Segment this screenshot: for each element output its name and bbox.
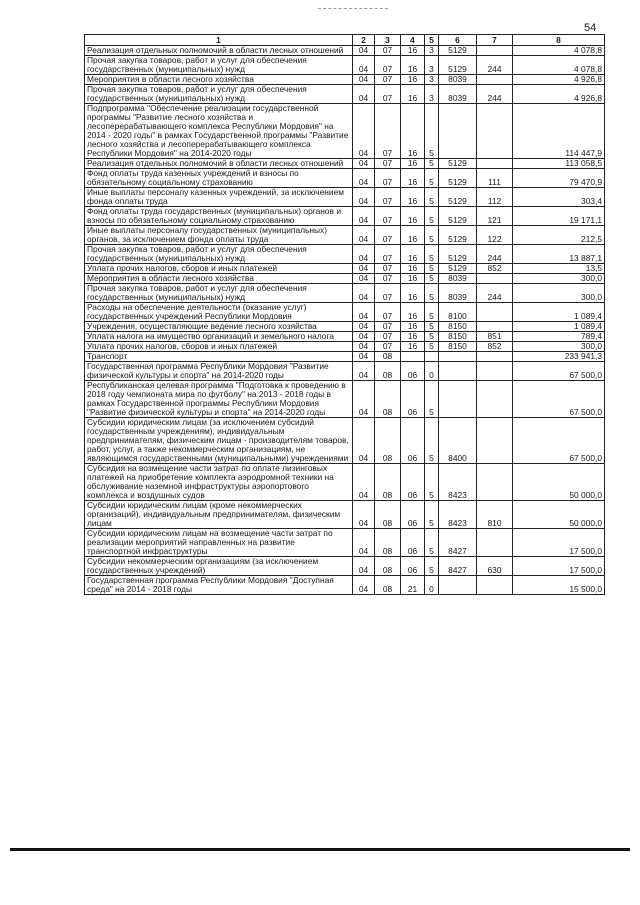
expense-type-cell: 244 [477,85,513,104]
amount-cell: 303,4 [513,188,605,207]
article-cell [439,104,477,159]
subsection-cell: 08 [375,362,401,381]
row-name-cell: Уплата прочих налогов, сборов и иных платежей [85,264,353,274]
program-cell: 16 [401,56,425,75]
amount-cell: 789,4 [513,332,605,342]
bottom-rule [10,848,630,851]
subsection-cell: 07 [375,322,401,332]
subprogram-cell: 5 [425,226,439,245]
amount-cell: 4 926,8 [513,75,605,85]
subsection-cell: 07 [375,332,401,342]
table-row [85,264,605,274]
section-cell: 04 [353,332,375,342]
section-cell: 04 [353,169,375,188]
column-header: 5 [425,35,439,46]
expense-type-cell: 244 [477,284,513,303]
row-name-cell: Уплата прочих налогов, сборов и иных платежей [85,342,353,352]
section-cell: 04 [353,529,375,557]
subprogram-cell: 5 [425,264,439,274]
subprogram-cell: 0 [425,576,439,595]
expense-type-cell [477,418,513,464]
article-cell [439,576,477,595]
row-name-cell: Государственная программа Республики Мордовия "Доступная среда" на 2014 - 2018 годы [85,576,353,595]
expense-type-cell [477,322,513,332]
subsection-cell: 08 [375,557,401,576]
program-cell: 16 [401,303,425,322]
row-name-cell: Фонд оплаты труда казенных учреждений и взносы по обязательному социальному страхованию [85,169,353,188]
row-name-cell: Уплата налога на имущество организаций и земельного налога [85,332,353,342]
column-header: 8 [513,35,605,46]
row-name-cell: Мероприятия в области лесного хозяйства [85,75,353,85]
program-cell: 16 [401,264,425,274]
article-cell: 5129 [439,56,477,75]
article-cell: 8039 [439,284,477,303]
row-name-cell: Субсидии юридическим лицам на возмещение части затрат по реализации мероприятий направленных на развитие транспортной инфраструктуры [85,529,353,557]
subprogram-cell [425,352,439,362]
subprogram-cell: 3 [425,46,439,56]
amount-cell: 67 500,0 [513,418,605,464]
amount-cell: 15 500,0 [513,576,605,595]
subsection-cell: 08 [375,501,401,529]
budget-table [84,34,605,595]
subprogram-cell: 5 [425,464,439,501]
section-cell: 04 [353,303,375,322]
article-cell: 8423 [439,464,477,501]
subprogram-cell: 5 [425,529,439,557]
table-row [85,362,605,381]
table-row [85,381,605,418]
row-name-cell: Расходы на обеспечение деятельности (оказание услуг) государственных учреждений Республики Мордовия [85,303,353,322]
article-cell: 8427 [439,529,477,557]
subprogram-cell: 5 [425,245,439,264]
article-cell: 8039 [439,85,477,104]
column-header: 4 [401,35,425,46]
subsection-cell: 07 [375,274,401,284]
amount-cell: 114 447,9 [513,104,605,159]
expense-type-cell [477,529,513,557]
amount-cell: 19 171,1 [513,207,605,226]
row-name-cell: Фонд оплаты труда государственных (муниципальных) органов и взносы по обязательному социальному страхованию [85,207,353,226]
section-cell: 04 [353,226,375,245]
subprogram-cell: 5 [425,342,439,352]
subprogram-cell: 3 [425,85,439,104]
subsection-cell: 08 [375,529,401,557]
subsection-cell: 07 [375,46,401,56]
section-cell: 04 [353,104,375,159]
table-row [85,188,605,207]
amount-cell: 17 500,0 [513,529,605,557]
subprogram-cell: 5 [425,274,439,284]
table-row [85,85,605,104]
subsection-cell: 07 [375,75,401,85]
program-cell: 16 [401,159,425,169]
program-cell: 06 [401,418,425,464]
expense-type-cell: 111 [477,169,513,188]
row-name-cell: Прочая закупка товаров, работ и услуг для обеспечения государственных (муниципальных) нужд [85,284,353,303]
article-cell [439,362,477,381]
program-cell: 16 [401,322,425,332]
subprogram-cell: 0 [425,362,439,381]
program-cell: 06 [401,557,425,576]
table-body [85,46,605,595]
scan-artifact [318,8,388,10]
amount-cell: 13,5 [513,264,605,274]
subsection-cell: 07 [375,245,401,264]
subsection-cell: 07 [375,264,401,274]
table-row [85,576,605,595]
expense-type-cell [477,104,513,159]
row-name-cell: Транспорт [85,352,353,362]
article-cell: 8427 [439,557,477,576]
table-header-row [85,35,605,46]
subsection-cell: 08 [375,576,401,595]
subsection-cell: 08 [375,418,401,464]
section-cell: 04 [353,75,375,85]
amount-cell: 300,0 [513,284,605,303]
table-row [85,245,605,264]
subprogram-cell: 5 [425,104,439,159]
table-row [85,529,605,557]
article-cell [439,352,477,362]
program-cell: 16 [401,284,425,303]
subprogram-cell: 5 [425,322,439,332]
expense-type-cell: 122 [477,226,513,245]
program-cell: 06 [401,464,425,501]
amount-cell: 212,5 [513,226,605,245]
page-number: 54 [584,22,597,34]
expense-type-cell: 810 [477,501,513,529]
table-row [85,56,605,75]
section-cell: 04 [353,56,375,75]
table-row [85,352,605,362]
program-cell: 16 [401,226,425,245]
row-name-cell: Учреждения, осуществляющие ведение лесного хозяйства [85,322,353,332]
table-row [85,159,605,169]
subprogram-cell: 3 [425,75,439,85]
amount-cell: 233 941,3 [513,352,605,362]
row-name-cell: Субсидии юридическим лицам (за исключением субсидий государственным учреждениям), индивидуальным предпринимателям, физическим лицам - производителям товаров, работ, услуг, а также некоммерческим организациям, не являющимся государственными (муниципальными) учреждениями [85,418,353,464]
program-cell: 16 [401,274,425,284]
article-cell: 8423 [439,501,477,529]
article-cell: 5129 [439,226,477,245]
section-cell: 04 [353,322,375,332]
program-cell: 16 [401,46,425,56]
section-cell: 04 [353,576,375,595]
subsection-cell: 07 [375,159,401,169]
expense-type-cell: 630 [477,557,513,576]
program-cell: 16 [401,188,425,207]
row-name-cell: Иные выплаты персоналу государственных (муниципальных) органов, за исключением фонда оплаты труда [85,226,353,245]
expense-type-cell: 852 [477,342,513,352]
subprogram-cell: 5 [425,169,439,188]
section-cell: 04 [353,46,375,56]
subprogram-cell: 5 [425,284,439,303]
program-cell [401,352,425,362]
article-cell: 8039 [439,75,477,85]
subsection-cell: 07 [375,56,401,75]
amount-cell: 79 470,9 [513,169,605,188]
program-cell: 16 [401,85,425,104]
subprogram-cell: 5 [425,418,439,464]
amount-cell: 67 500,0 [513,381,605,418]
expense-type-cell [477,303,513,322]
subprogram-cell: 5 [425,332,439,342]
expense-type-cell [477,274,513,284]
amount-cell: 17 500,0 [513,557,605,576]
article-cell: 5129 [439,169,477,188]
section-cell: 04 [353,85,375,104]
program-cell: 16 [401,169,425,188]
program-cell: 16 [401,332,425,342]
expense-type-cell: 244 [477,245,513,264]
section-cell: 04 [353,207,375,226]
subprogram-cell: 5 [425,557,439,576]
row-name-cell: Республиканская целевая программа "Подготовка к проведению в 2018 году чемпионата мира по футболу" на 2013 - 2018 годы в рамках Государственной программы Республики Мордовия "Развитие физической культуры и спорта" на 2014-2020 годы [85,381,353,418]
table-row [85,322,605,332]
article-cell: 5129 [439,188,477,207]
section-cell: 04 [353,464,375,501]
section-cell: 04 [353,342,375,352]
article-cell: 5129 [439,245,477,264]
program-cell: 16 [401,104,425,159]
table-row [85,557,605,576]
subprogram-cell: 5 [425,501,439,529]
amount-cell: 1 089,4 [513,303,605,322]
subsection-cell: 08 [375,464,401,501]
section-cell: 04 [353,381,375,418]
table-row [85,284,605,303]
expense-type-cell: 121 [477,207,513,226]
article-cell: 5129 [439,46,477,56]
table-row [85,303,605,322]
subsection-cell: 07 [375,342,401,352]
row-name-cell: Прочая закупка товаров, работ и услуг для обеспечения государственных (муниципальных) нужд [85,85,353,104]
row-name-cell: Реализация отдельных полномочий в области лесных отношений [85,46,353,56]
expense-type-cell [477,46,513,56]
section-cell: 04 [353,264,375,274]
article-cell [439,381,477,418]
program-cell: 16 [401,245,425,264]
article-cell: 8100 [439,303,477,322]
section-cell: 04 [353,557,375,576]
subsection-cell: 07 [375,85,401,104]
program-cell: 16 [401,342,425,352]
row-name-cell: Субсидии некоммерческим организациям (за исключением государственных учреждений) [85,557,353,576]
article-cell: 5129 [439,159,477,169]
article-cell: 8400 [439,418,477,464]
section-cell: 04 [353,245,375,264]
amount-cell: 4 078,8 [513,46,605,56]
amount-cell: 13 887,1 [513,245,605,264]
article-cell: 8150 [439,322,477,332]
subsection-cell: 07 [375,284,401,303]
row-name-cell: Субсидия на возмещение части затрат по оплате лизинговых платежей на приобретение комплекта аэродромной техники на обслуживание наземной инфраструктуры аэропортового комплекса и воздушных судов [85,464,353,501]
amount-cell: 50 000,0 [513,501,605,529]
table-row [85,464,605,501]
table-row [85,501,605,529]
table-row [85,342,605,352]
program-cell: 16 [401,207,425,226]
article-cell: 8150 [439,342,477,352]
amount-cell: 113 058,5 [513,159,605,169]
amount-cell: 4 926,8 [513,85,605,104]
section-cell: 04 [353,362,375,381]
section-cell: 04 [353,274,375,284]
row-name-cell: Иные выплаты персоналу казенных учреждений, за исключением фонда оплаты труда [85,188,353,207]
expense-type-cell: 851 [477,332,513,342]
subsection-cell: 07 [375,207,401,226]
table-row [85,104,605,159]
row-name-cell: Мероприятия в области лесного хозяйства [85,274,353,284]
row-name-cell: Субсидии юридическим лицам (кроме некоммерческих организаций), индивидуальным предпринимателям, физическим лицам [85,501,353,529]
program-cell: 16 [401,75,425,85]
row-name-cell: Прочая закупка товаров, работ и услуг для обеспечения государственных (муниципальных) нужд [85,245,353,264]
table-row [85,207,605,226]
column-header: 7 [477,35,513,46]
row-name-cell: Подпрограмма "Обеспечение реализации государственной программы "Развитие лесного хозяйства и лесоперерабатывающего комплекса Республики Мордовия" на 2014 - 2020 годы" в рамках Государственной программы "Развитие лесного хозяйства и лесоперерабатывающего комплекса Республики Мордовия" на 2014-2020 годы [85,104,353,159]
subsection-cell: 07 [375,226,401,245]
subprogram-cell: 5 [425,381,439,418]
subsection-cell: 08 [375,381,401,418]
amount-cell: 300,0 [513,274,605,284]
subprogram-cell: 5 [425,188,439,207]
subprogram-cell: 5 [425,303,439,322]
article-cell: 5129 [439,207,477,226]
column-header: 1 [85,35,353,46]
expense-type-cell [477,352,513,362]
section-cell: 04 [353,188,375,207]
amount-cell: 300,0 [513,342,605,352]
row-name-cell: Государственная программа Республики Мордовия "Развитие физической культуры и спорта" на 2014-2020 годы [85,362,353,381]
article-cell: 8150 [439,332,477,342]
article-cell: 5129 [439,264,477,274]
expense-type-cell [477,75,513,85]
section-cell: 04 [353,501,375,529]
expense-type-cell [477,381,513,418]
table-row [85,332,605,342]
column-header: 2 [353,35,375,46]
section-cell: 04 [353,352,375,362]
row-name-cell: Прочая закупка товаров, работ и услуг для обеспечения государственных (муниципальных) нужд [85,56,353,75]
expense-type-cell [477,576,513,595]
expense-type-cell: 112 [477,188,513,207]
table-row [85,274,605,284]
article-cell: 8039 [439,274,477,284]
amount-cell: 4 078,8 [513,56,605,75]
subprogram-cell: 3 [425,56,439,75]
program-cell: 06 [401,381,425,418]
program-cell: 06 [401,529,425,557]
column-header: 3 [375,35,401,46]
table-row [85,226,605,245]
amount-cell: 50 000,0 [513,464,605,501]
program-cell: 21 [401,576,425,595]
table-row [85,169,605,188]
subprogram-cell: 5 [425,207,439,226]
row-name-cell: Реализация отдельных полномочий в области лесных отношений [85,159,353,169]
table-row [85,75,605,85]
section-cell: 04 [353,418,375,464]
amount-cell: 67 500,0 [513,362,605,381]
subsection-cell: 07 [375,303,401,322]
expense-type-cell [477,362,513,381]
column-header: 6 [439,35,477,46]
table-row [85,418,605,464]
expense-type-cell: 852 [477,264,513,274]
subsection-cell: 07 [375,169,401,188]
subsection-cell: 07 [375,104,401,159]
expense-type-cell [477,159,513,169]
subsection-cell: 08 [375,352,401,362]
subprogram-cell: 5 [425,159,439,169]
expense-type-cell: 244 [477,56,513,75]
subsection-cell: 07 [375,188,401,207]
table-row [85,46,605,56]
expense-type-cell [477,464,513,501]
program-cell: 06 [401,362,425,381]
section-cell: 04 [353,159,375,169]
program-cell: 06 [401,501,425,529]
amount-cell: 1 089,4 [513,322,605,332]
section-cell: 04 [353,284,375,303]
